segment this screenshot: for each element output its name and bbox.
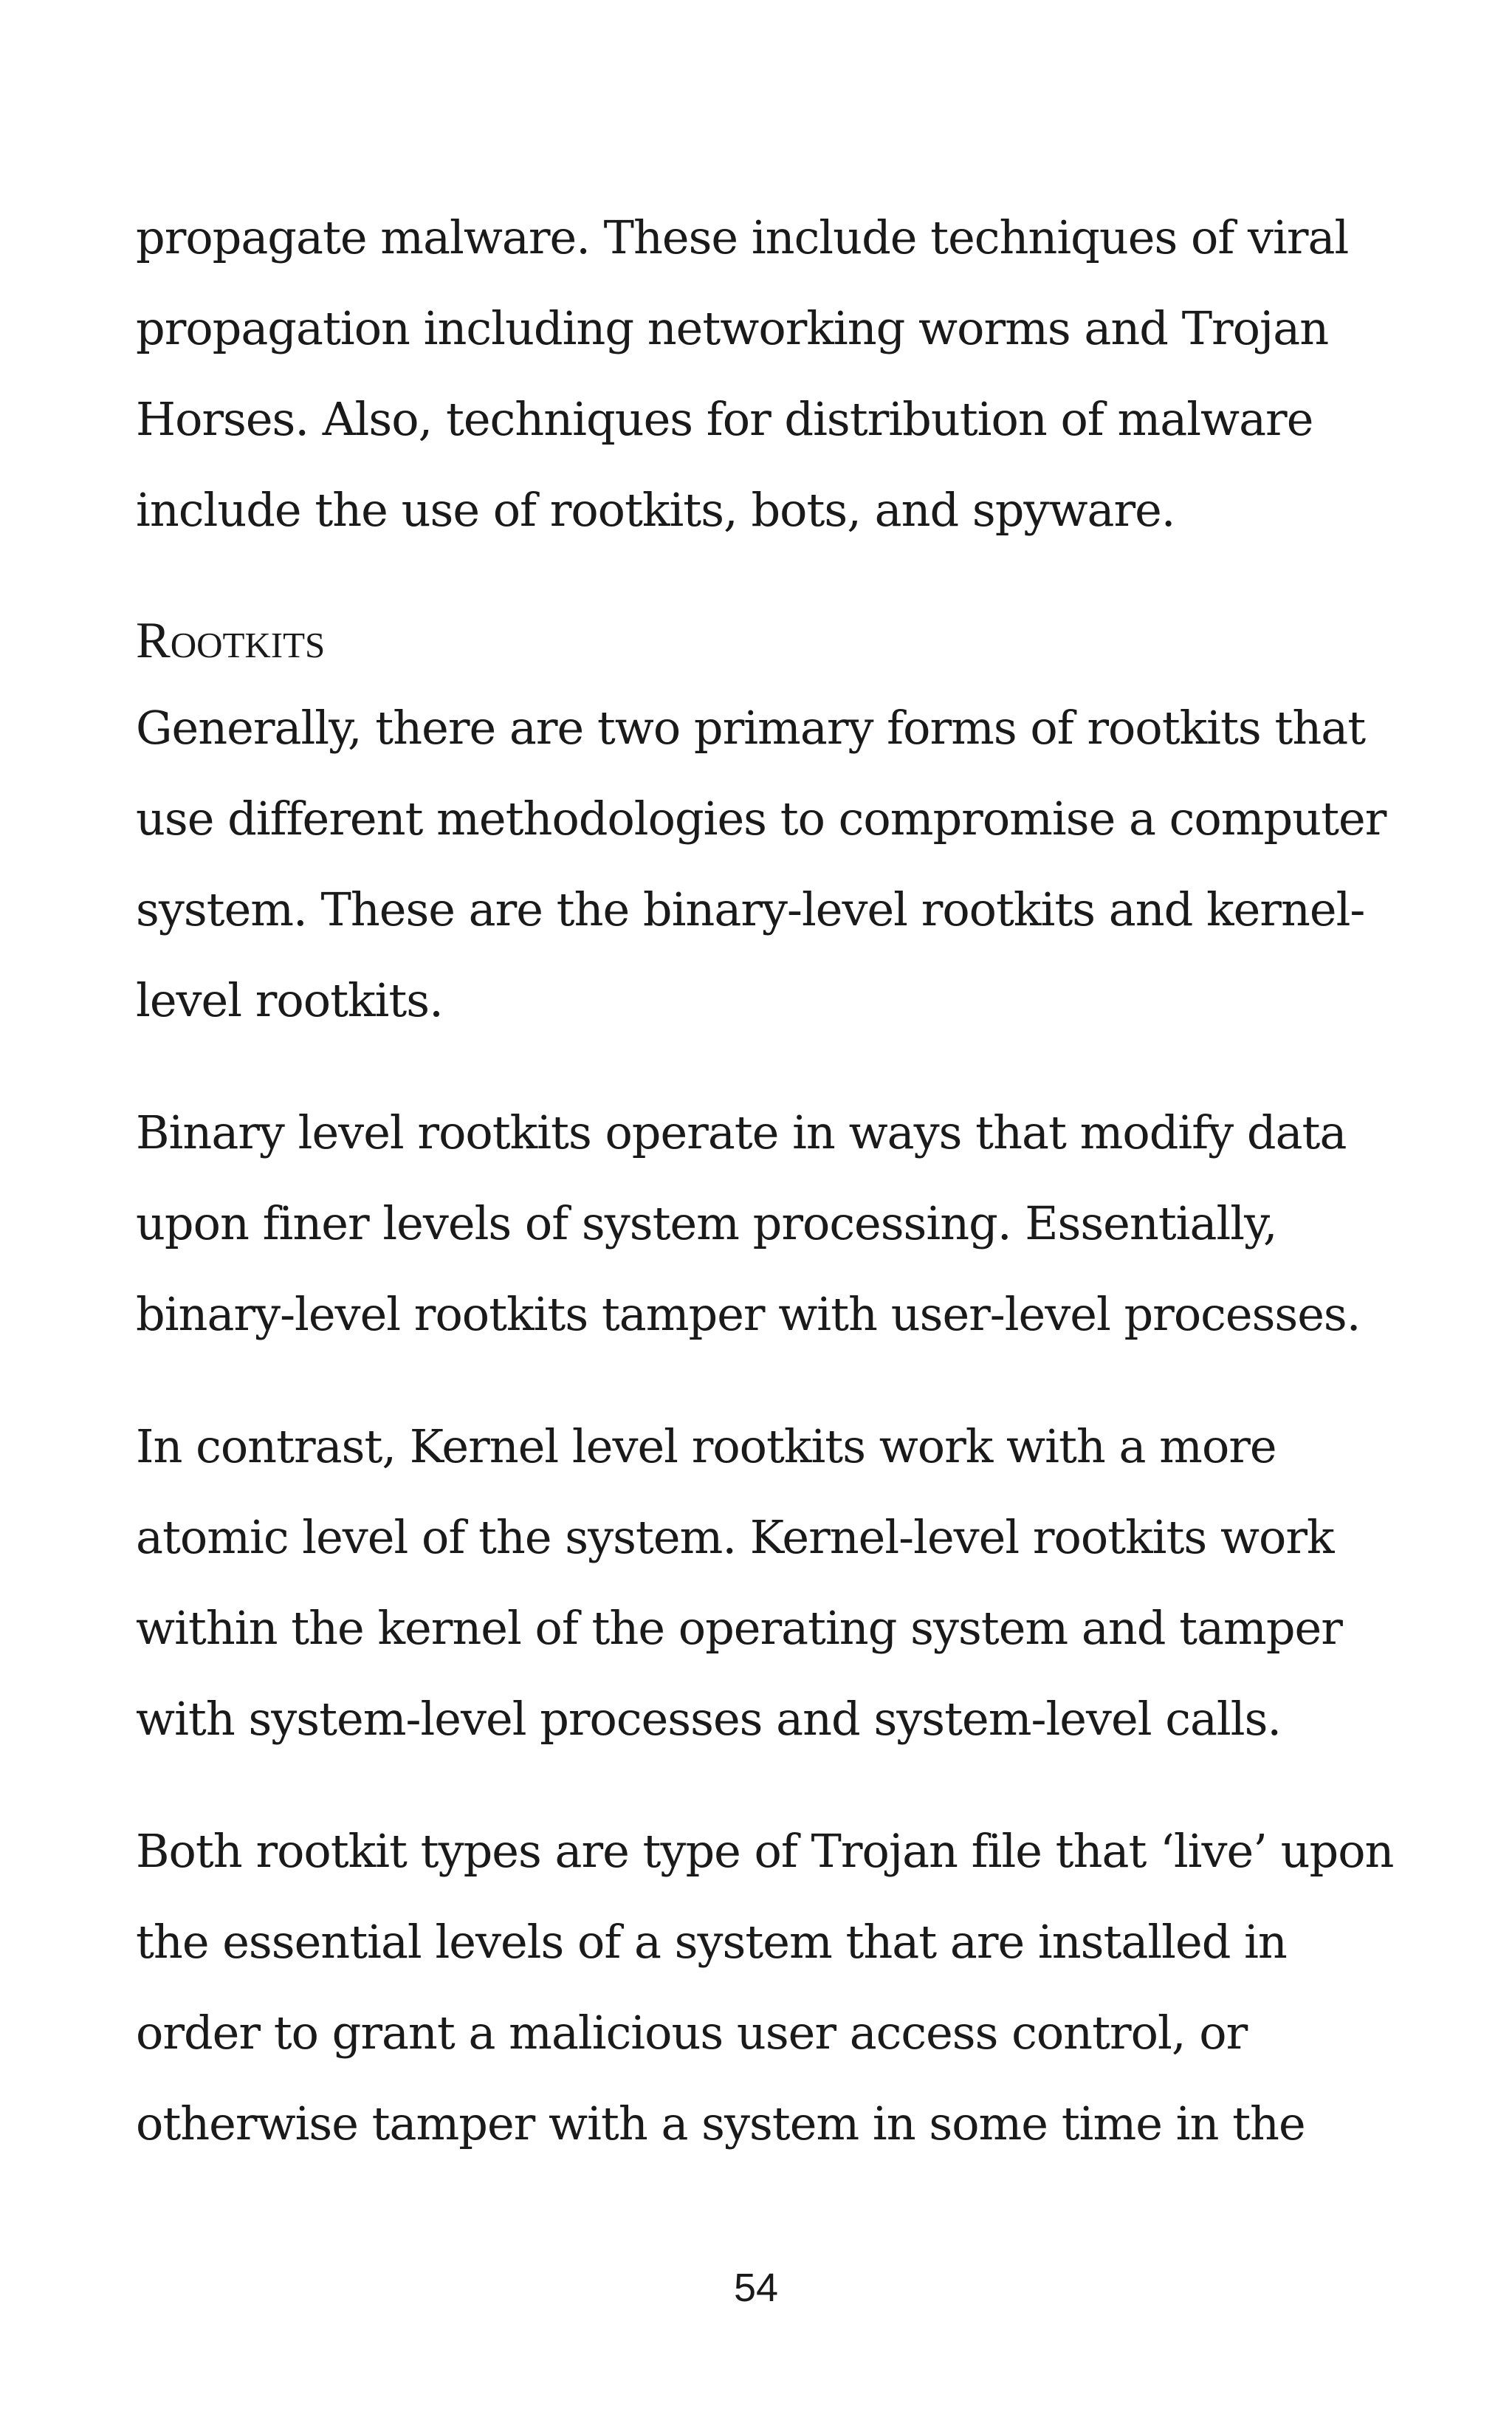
paragraph-both-types: Both rootkit types are type of Trojan file that ‘live’ upon the essential levels of a system that are installed in order to grant a malicious user access control, or otherwise tamper with a system in some time in the <box>136 1824 1394 2150</box>
intro-paragraph: propagate malware. These include techniques of viral propagation including networking worms and Trojan Horses. Also, techniques for distribution of malware include the use of rootkits, bots, and spyware. <box>136 210 1349 537</box>
section-heading: Rootkits <box>136 612 326 669</box>
page-number: 54 <box>733 2266 779 2310</box>
paragraph-rootkit-forms: Generally, there are two primary forms of rootkits that use different methodologies to compromise a computer system. These are the binary-level rootkits and kernel- level rootkits. <box>136 701 1386 1027</box>
page-body <box>136 192 1406 2169</box>
paragraph-binary-level: Binary level rootkits operate in ways that modify data upon finer levels of system processing. Essentially, binary-level rootkits tamper with user-level processes. <box>136 1106 1361 1341</box>
paragraph-kernel-level: In contrast, Kernel level rootkits work with a more atomic level of the system. Kernel-level rootkits work within the kernel of the operating system and tamper with system-level processes and system-level calls. <box>136 1419 1342 1746</box>
